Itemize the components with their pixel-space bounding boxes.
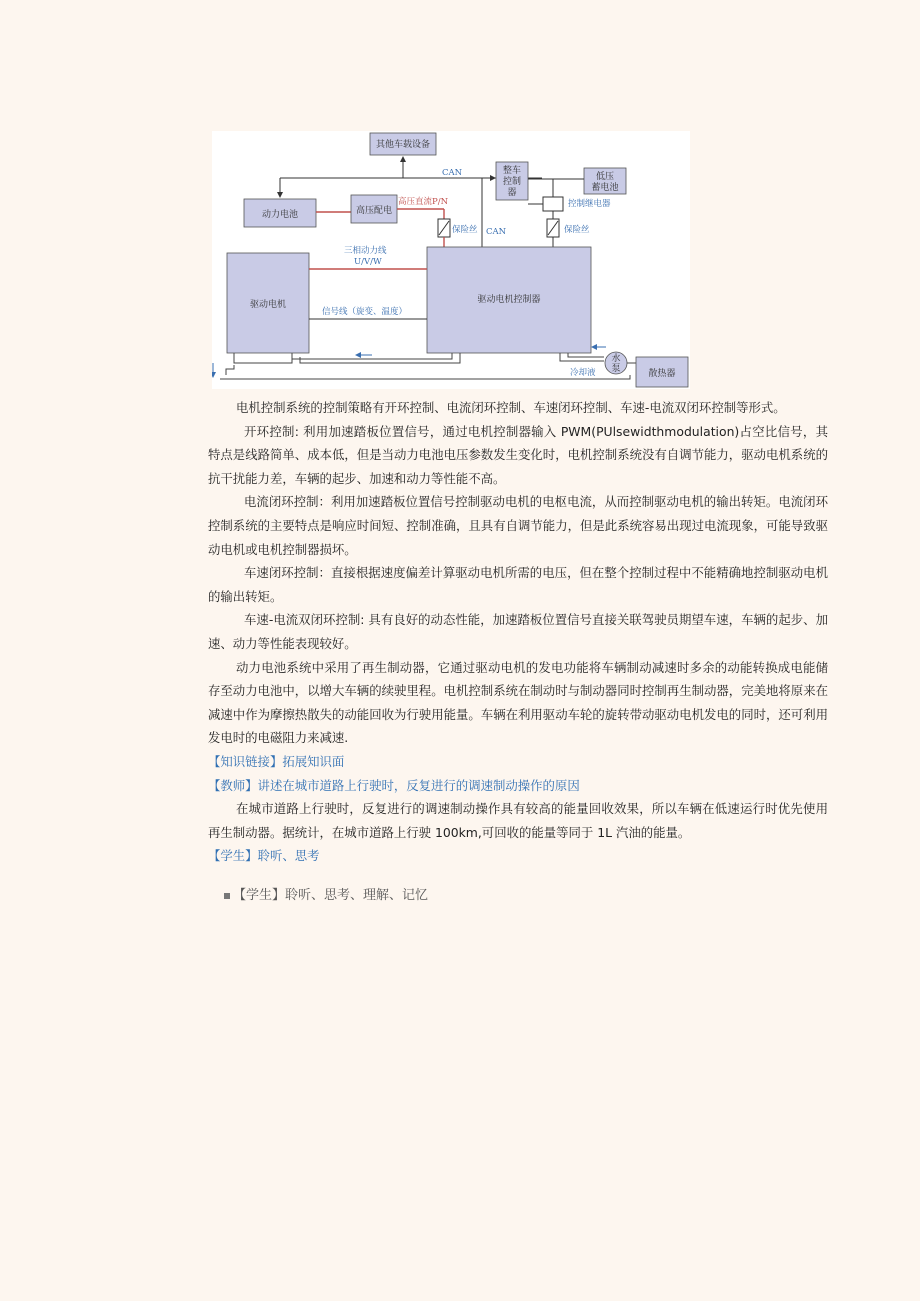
coolant-label: 冷却液 [570, 368, 596, 378]
fuse2-label: 保险丝 [564, 225, 590, 235]
mcu-label: 驱动电机控制器 [477, 295, 541, 305]
fuse1-label: 保险丝 [452, 225, 478, 235]
uvw-label: U/V/W [354, 257, 382, 267]
motor-label: 驱动电机 [249, 300, 287, 310]
student-activity-line [224, 886, 428, 906]
paragraph-city-driving: 在城市道路上行驶时，反复进行的调速制动操作具有较高的能量回收效果，所以车辆在低速运行时优先使用再生制动器。据统计，在城市道路上行驶 100km,可回收的能量等同于 1L 汽油的能量。 [208, 801, 828, 840]
can-top-label: CAN [442, 168, 463, 178]
paragraph-open-loop: 开环控制: 利用加速踏板位置信号，通过电机控制器输入 PWM(PUlsewidthmodulation)占空比信号，其特点是线路简单、成本低，但是当动力电池电压参数发生变化时，电机控制系统没有自调节能力，驱动电机系统的抗干扰能力差，车辆的起步、加速和动力等性能不高。 [208, 423, 828, 486]
can-mid-label: CAN [486, 227, 507, 237]
radiator-label: 散热器 [648, 369, 676, 379]
knowledge-link-tag: 【知识链接】拓展知识面 [208, 753, 345, 769]
paragraph-regenerative: 动力电池系统中采用了再生制动器，它通过驱动电机的发电功能将车辆制动减速时多余的动能转换成电能储存至动力电池中，以增大车辆的续驶里程。电机控制系统在制动时与制动器同时控制再生制动器，完美地将原来在减速中作为摩擦热散失的动能回收为行驶用能量。车辆在利用驱动车轮的旋转带动驱动电机发电的同时，还可利用发电时的电磁阻力来减速. [208, 659, 828, 746]
main-text [208, 396, 828, 868]
paragraph-current-loop: 电流闭环控制：利用加速踏板位置信号控制驱动电机的电枢电流，从而控制驱动电机的输出转矩。电流闭环控制系统的主要特点是响应时间短、控制准确，且具有自调节能力，但是此系统容易出现过电流现象，可能导致驱动电机或电机控制器损坏。 [208, 494, 828, 557]
pump-label-1: 水 [611, 354, 621, 364]
student-tag: 【学生】聆听、思考 [208, 848, 320, 864]
lv-battery-label-2: 蓄电池 [591, 183, 619, 193]
relay-box [543, 197, 563, 211]
lv-battery-label-1: 低压 [595, 172, 615, 182]
vcu-label-3: 器 [507, 188, 517, 198]
paragraph-dual-loop: 车速-电流双闭环控制: 具有良好的动态性能，加速踏板位置信号直接关联驾驶员期望车速，车辆的起步、加速、动力等性能表现较好。 [208, 612, 828, 651]
relay-label: 控制继电器 [568, 199, 611, 209]
power-battery-label: 动力电池 [261, 210, 299, 220]
vcu-label-1: 整车 [502, 166, 522, 176]
paragraph-strategies: 电机控制系统的控制策略有开环控制、电流闭环控制、车速闭环控制、车速-电流双闭环控制等形式。 [236, 400, 786, 415]
other-devices-label: 其他车载设备 [375, 140, 431, 150]
hv-dc-label: 高压直流P/N [398, 197, 449, 207]
student-activity-text: 【学生】聆听、思考、理解、记忆 [233, 888, 429, 903]
control-system-diagram [212, 131, 690, 389]
vcu-label-2: 控制 [502, 177, 522, 187]
diagram-svg [212, 131, 690, 389]
signal-label: 信号线（旋变、温度） [322, 307, 408, 317]
paragraph-speed-loop: 车速闭环控制：直接根据速度偏差计算驱动电机所需的电压，但在整个控制过程中不能精确地控制驱动电机的输出转矩。 [208, 565, 828, 604]
three-phase-label: 三相动力线 [344, 246, 387, 256]
bullet-square-icon [224, 893, 230, 899]
teacher-tag: 【教师】讲述在城市道路上行驶时，反复进行的调速制动操作的原因 [208, 777, 580, 793]
pump-label-2: 泵 [611, 364, 621, 374]
hv-distribution-label: 高压配电 [355, 206, 393, 216]
